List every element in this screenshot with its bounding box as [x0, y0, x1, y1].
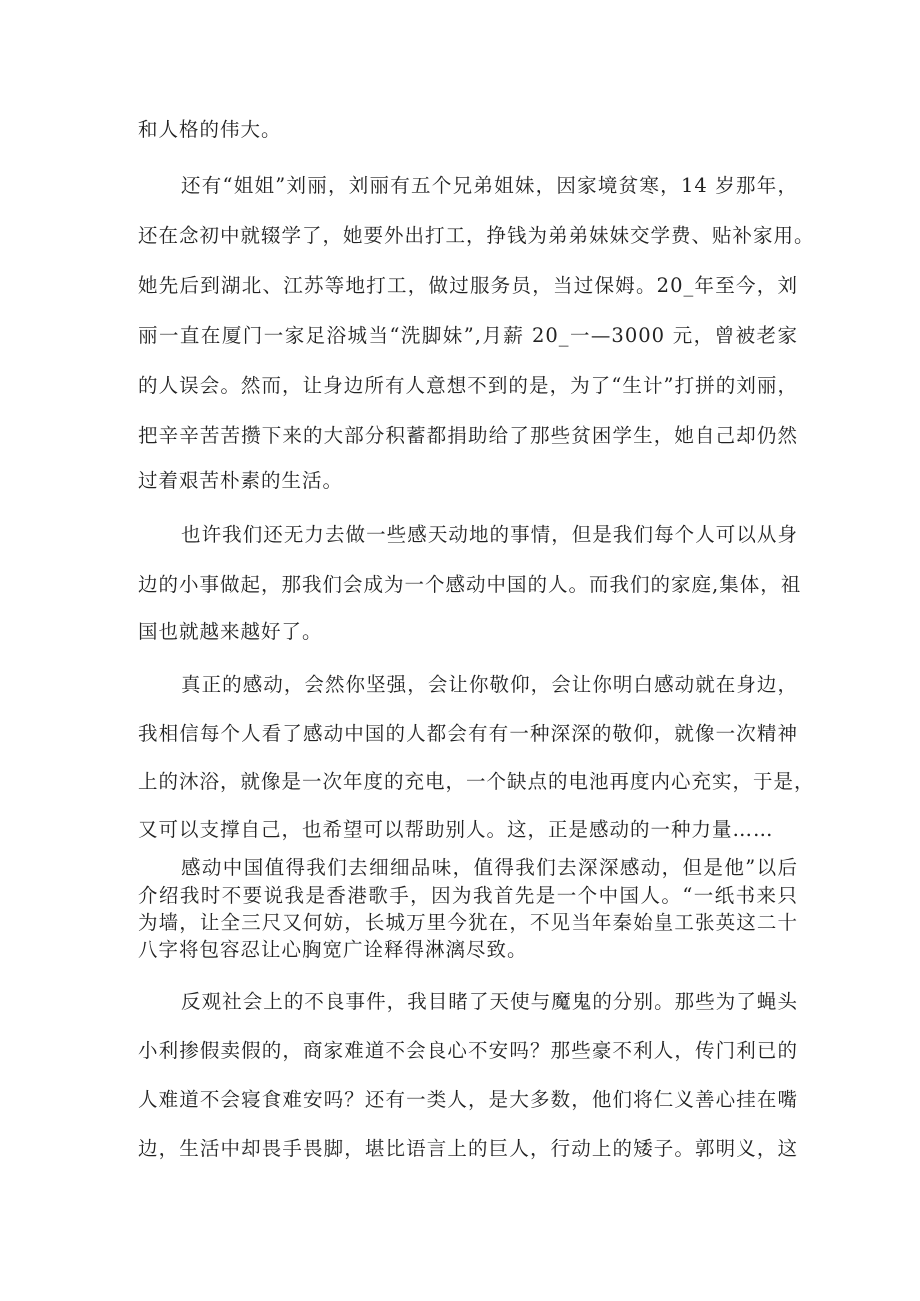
- text-line: 过着艰苦朴素的生活。: [138, 469, 344, 492]
- text-line: 人难道不会寝食难安吗？还有一类人，是大多数，他们将仁义善心挂在嘴: [138, 1088, 798, 1111]
- text-line: 也许我们还无力去做一些感天动地的事情，但是我们每个人可以从身: [181, 523, 798, 546]
- text-line: 还在念初中就辍学了，她要外出打工，挣钱为弟弟妹妹交学费、贴补家用。: [138, 224, 815, 247]
- text-line: 还有“姐姐”刘丽，刘丽有五个兄弟姐妹，因家境贫寒，14 岁那年，: [181, 174, 798, 197]
- text-line: 国也就越来越好了。: [138, 620, 323, 643]
- text-line: 八字将包容忍让心胸宽广诠释得淋漓尽致。: [138, 938, 528, 961]
- text-line: 的人误会。然而，让身边所有人意想不到的是，为了“生计”打拼的刘丽，: [138, 374, 798, 397]
- text-line: 和人格的伟大。: [138, 118, 282, 141]
- text-line: 边，生活中却畏手畏脚，堪比语言上的巨人，行动上的矮子。郭明义，这: [138, 1137, 798, 1160]
- text-line: 边的小事做起，那我们会成为一个感动中国的人。而我们的家庭,集体，祖: [138, 573, 802, 596]
- text-line: 上的沐浴，就像是一次年度的充电，一个缺点的电池再度内心充实，于是，: [138, 770, 815, 793]
- text-line: 介绍我时不要说我是香港歌手，因为我首先是一个中国人。“一纸书来只: [138, 884, 798, 907]
- text-line: 把辛辛苦苦攒下来的大部分积蓄都捐助给了那些贫困学生，她自己却仍然: [138, 424, 798, 447]
- text-line: 感动中国值得我们去细细品味，值得我们去深深感动，但是他”以后: [181, 856, 798, 879]
- text-line: 小利掺假卖假的，商家难道不会良心不安吗？那些豪不利人，传门利已的: [138, 1039, 798, 1062]
- text-line: 她先后到湖北、江苏等地打工，做过服务员，当过保姆。20_年至今，刘: [138, 274, 798, 297]
- text-line: 反观社会上的不良事件，我目睹了天使与魔鬼的分别。那些为了蝇头: [181, 990, 798, 1013]
- text-line: 我相信每个人看了感动中国的人都会有有一种深深的敬仰，就像一次精神: [138, 722, 798, 745]
- text-line: 为墙，让全三尺又何妨，长城万里今犹在，不见当年秦始皇工张英这二十: [138, 911, 798, 934]
- text-line: 真正的感动，会然你坚强，会让你敬仰，会让你明白感动就在身边，: [181, 673, 798, 696]
- text-line: 丽一直在厦门一家足浴城当“洗脚妹”,月薪 20_一—3000 元，曾被老家: [138, 324, 798, 347]
- text-line: 又可以支撑自己，也希望可以帮助别人。这，正是感动的一种力量……: [138, 818, 774, 841]
